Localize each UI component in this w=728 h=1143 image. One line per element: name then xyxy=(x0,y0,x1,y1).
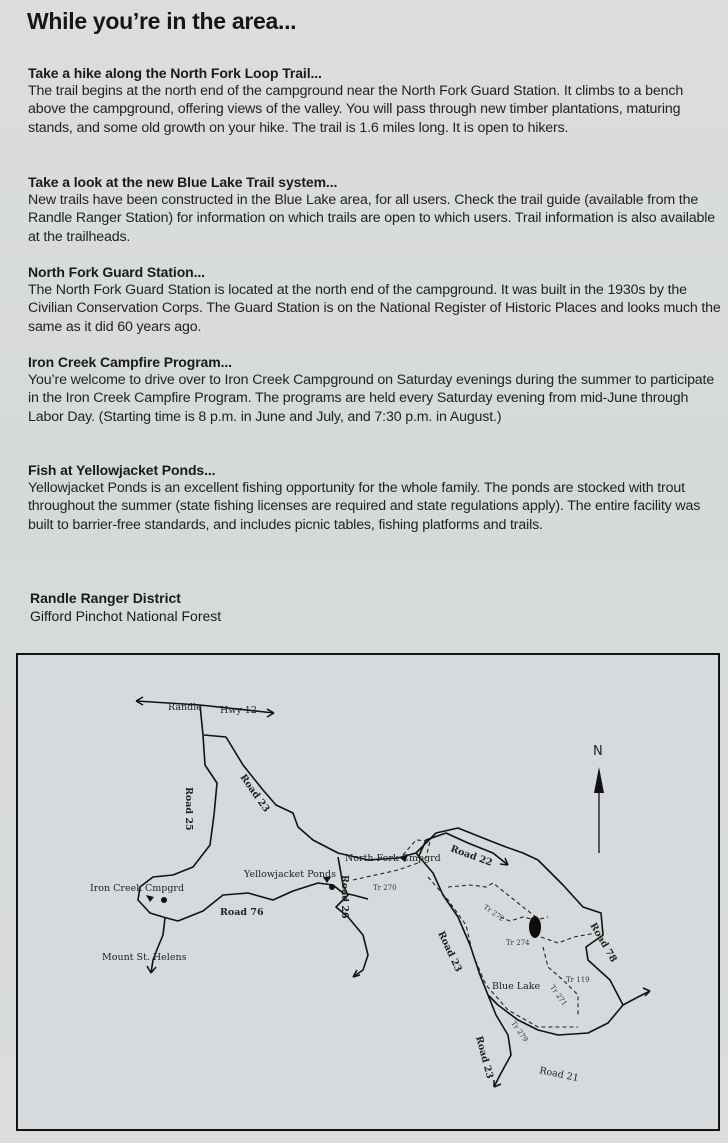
section-body: Yellowjacket Ponds is an excellent fishing opportunity for the whole family. The ponds are stocked with trout throughout the summer (state fishing licenses are required and state regulations apply). The entire facility was built to barrier-free standards, and includes picnic tables, fishing platforms and trails. xyxy=(28,480,701,533)
label-tr-279: Tr 279 xyxy=(509,1019,530,1044)
section-campfire-program xyxy=(28,353,724,426)
section-yellowjacket-ponds xyxy=(28,461,724,534)
section-body: New trails have been constructed in the Blue Lake area, for all users. Check the trail guide (available from the Randle Ranger Station) for information on which trails are open to which users. Trail information is also available at the trailheads. xyxy=(28,192,715,245)
label-tr-270: Tr 270 xyxy=(373,884,397,892)
district-name: Randle Ranger District xyxy=(30,590,181,606)
label-road-23-north: Road 23 xyxy=(237,772,272,815)
section-body: The North Fork Guard Station is located at the north end of the campground. It was built in the 1930s by the Civilian Conservation Corps. The Guard Station is on the National Register of Historic Places and looks much the same as it did 60 years ago. xyxy=(28,282,721,335)
north-arrow-icon xyxy=(593,744,604,853)
label-mount-st-helens: Mount St. Helens xyxy=(102,952,187,963)
district-credit xyxy=(30,589,221,625)
blue-lake-shape xyxy=(529,916,541,938)
label-tr-272: Tr 272 xyxy=(481,903,506,924)
road-78-exit xyxy=(623,991,650,1005)
section-heading: Take a hike along the North Fork Loop Trail... xyxy=(28,65,322,81)
section-guard-station xyxy=(28,263,724,336)
label-hwy-12: Hwy 12 xyxy=(220,705,257,716)
label-road-23-mid: Road 23 xyxy=(435,929,464,974)
road-76-line xyxy=(163,883,368,921)
section-body: You’re welcome to drive over to Iron Creek Campground on Saturday evenings during the summer to participate in the Iron Creek Campfire Program. The programs are held every Saturday evening from mid-June through Labor Day. (Starting time is 8 p.m. in June and July, and 7:30 p.m. in August.) xyxy=(28,372,715,425)
yellowjacket-ponds-marker xyxy=(329,884,335,890)
label-road-78: Road 78 xyxy=(587,921,619,965)
label-tr-274: Tr 274 xyxy=(506,939,530,947)
label-randle: Randle xyxy=(168,702,202,713)
label-north-fork: North Fork Cmpgrd xyxy=(345,853,441,864)
sign-title: While you’re in the area... xyxy=(27,8,297,34)
section-body: The trail begins at the north end of the campground near the North Fork Guard Station. It climbs to a bench above the campground, offering views of the valley. You will pass through new timber plantations, maturing stands, and some old growth on your hike. The trail is 1.6 miles long. It is open to hikers. xyxy=(28,83,684,136)
iron-creek-campground-marker xyxy=(161,897,167,903)
trail-270 xyxy=(353,863,418,880)
section-heading: Take a look at the new Blue Lake Trail system... xyxy=(28,174,338,190)
section-heading: Iron Creek Campfire Program... xyxy=(28,354,232,370)
label-tr-119: Tr 119 xyxy=(566,976,590,984)
svg-text:N: N xyxy=(593,744,603,759)
trail-119 xyxy=(541,933,596,943)
label-road-25: Road 25 xyxy=(183,787,194,831)
section-heading: Fish at Yellowjacket Ponds... xyxy=(28,462,216,478)
trail-274 xyxy=(500,917,548,921)
label-road-26: Road 26 xyxy=(339,875,350,919)
label-iron-creek: Iron Creek Cmpgrd xyxy=(90,883,185,894)
road-to-mount-st-helens xyxy=(151,918,165,973)
forest-name: Gifford Pinchot National Forest xyxy=(30,608,222,624)
section-heading: North Fork Guard Station... xyxy=(28,264,205,280)
label-blue-lake: Blue Lake xyxy=(492,981,541,992)
label-road-22: Road 22 xyxy=(448,843,494,869)
road-78-line xyxy=(563,885,623,1005)
section-blue-lake-trails xyxy=(28,173,724,246)
label-yellowjacket: Yellowjacket Ponds xyxy=(244,869,336,880)
section-north-fork-loop xyxy=(28,64,724,137)
label-road-21: Road 21 xyxy=(538,1065,580,1085)
label-road-23-south: Road 23 xyxy=(473,1034,496,1080)
iron-creek-triangle-icon xyxy=(146,895,154,902)
area-map xyxy=(16,653,720,1131)
label-road-76: Road 76 xyxy=(220,907,264,918)
label-tr-271: Tr 271 xyxy=(548,983,569,1008)
